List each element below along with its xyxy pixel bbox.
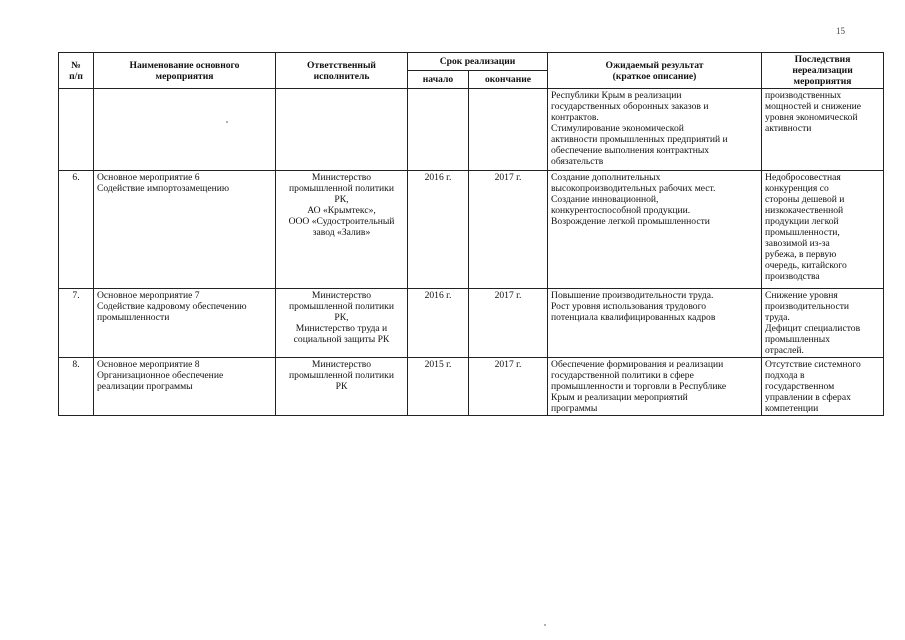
cell-num: 6. [59, 171, 94, 289]
cell-consequences: Снижение уровня производительности труда. Дефицит специалистов промышленных отраслей. [762, 289, 884, 358]
header-start: начало [408, 71, 469, 89]
cell-consequences: Отсутствие системного подхода в государственном управлении в сферах компетенции [762, 358, 884, 416]
cell-num [59, 89, 94, 171]
cell-expected-result: Республики Крым в реализации государственных оборонных заказов и контрактов. Стимулирование экономической активности промышленных предприятий и обеспечение выполнения контрактных обязательств [548, 89, 762, 171]
cell-num: 8. [59, 358, 94, 416]
cell-activity-name: Основное мероприятие 8 Организационное обеспечение реализации программы [94, 358, 276, 416]
header-period: Срок реализации [408, 53, 548, 71]
table-row [59, 358, 884, 416]
cell-activity-name: Основное мероприятие 6 Содействие импортозамещению [94, 171, 276, 289]
table-row [59, 289, 884, 358]
cell-end: 2017 г. [469, 171, 548, 289]
cell-executor: Министерство промышленной политики РК, Министерство труда и социальной защиты РК [276, 289, 408, 358]
cell-activity-name: Основное мероприятие 7 Содействие кадровому обеспечению промышленности [94, 289, 276, 358]
header-activity-name: Наименование основного мероприятия [94, 53, 276, 89]
cell-num: 7. [59, 289, 94, 358]
cell-expected-result: Повышение производительности труда. Рост уровня использования трудового потенциала квалифицированных кадров [548, 289, 762, 358]
cell-expected-result: Создание дополнительных высокопроизводительных рабочих мест. Создание инновационной, конкурентоспособной продукции. Возрождение легкой промышленности [548, 171, 762, 289]
cell-end [469, 89, 548, 171]
header-executor: Ответственный исполнитель [276, 53, 408, 89]
cell-start [408, 89, 469, 171]
cell-executor: Министерство промышленной политики РК, АО «Крымтекс», ООО «Судостроительный завод «Залив» [276, 171, 408, 289]
table-row-continuation [59, 89, 884, 171]
cell-executor [276, 89, 408, 171]
table-row [59, 171, 884, 289]
cell-end: 2017 г. [469, 358, 548, 416]
scan-speck [226, 121, 228, 123]
header-expected-result: Ожидаемый результат (краткое описание) [548, 53, 762, 89]
page-number: 15 [836, 26, 845, 36]
header-end: окончание [469, 71, 548, 89]
cell-activity-name [94, 89, 276, 171]
cell-executor: Министерство промышленной политики РК [276, 358, 408, 416]
header-row-top [59, 53, 884, 71]
header-num: № п/п [59, 53, 94, 89]
program-activities-table [58, 52, 884, 416]
cell-consequences: производственных мощностей и снижение уровня экономической активности [762, 89, 884, 171]
cell-expected-result: Обеспечение формирования и реализации государственной политики в сфере промышленности и торговли в Республике Крым и реализации мероприятий программы [548, 358, 762, 416]
cell-consequences: Недобросовестная конкуренция со стороны дешевой и низкокачественной продукции легкой промышленности, завозимой из-за рубежа, в первую очередь, китайского производства [762, 171, 884, 289]
header-consequences: Последствия нереализации мероприятия [762, 53, 884, 89]
cell-start: 2016 г. [408, 171, 469, 289]
scan-speck [544, 624, 546, 626]
cell-start: 2016 г. [408, 289, 469, 358]
cell-start: 2015 г. [408, 358, 469, 416]
cell-end: 2017 г. [469, 289, 548, 358]
